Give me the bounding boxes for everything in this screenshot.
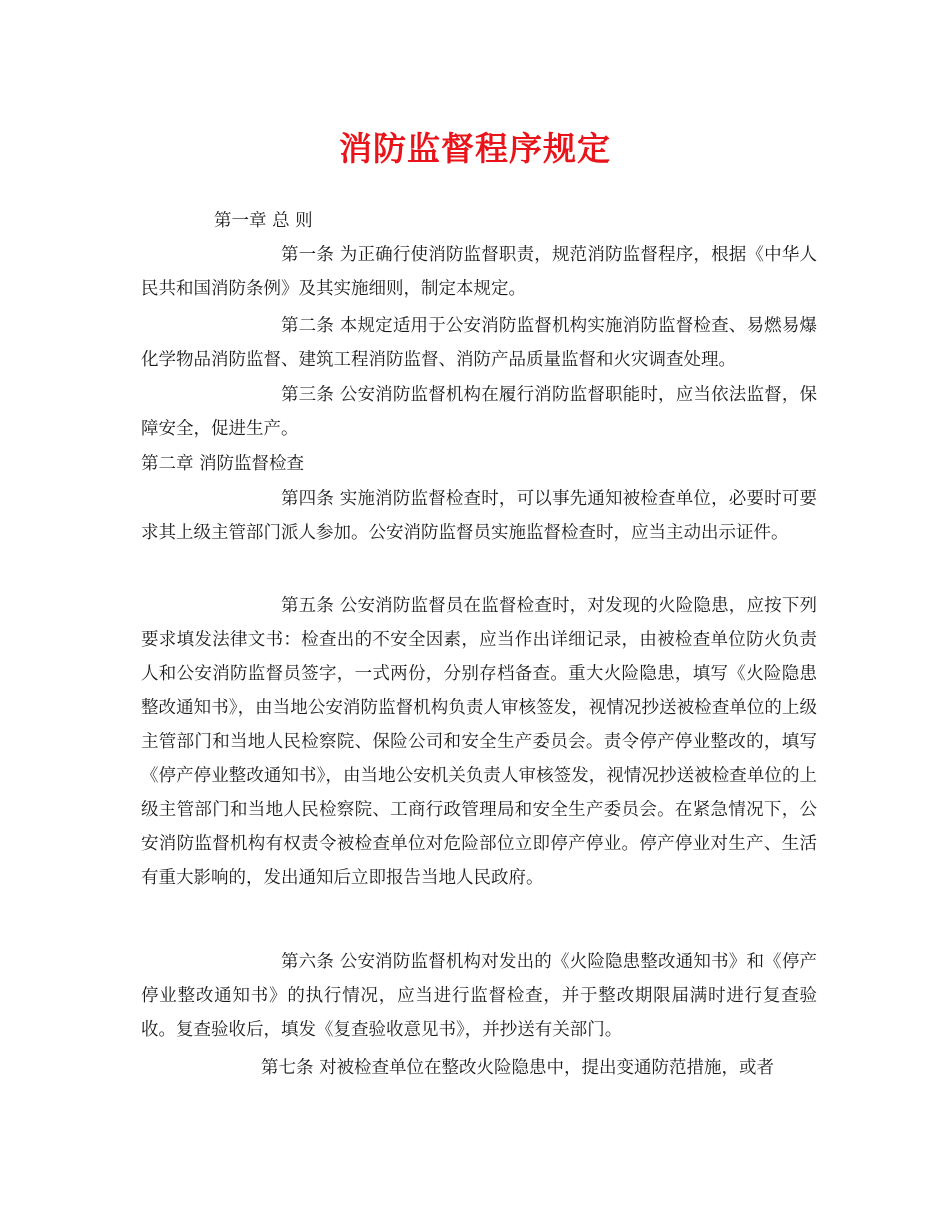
article-7: 第七条 对被检查单位在整改火险隐患中，提出变通防范措施，或者 [261, 1058, 775, 1078]
document-title: 消防监督程序规定 [339, 129, 611, 168]
article-5: 第五条 公安消防监督员在监督检查时，对发现的火险隐患，应按下列要求填发法律文书：检查出的不安全因素，应当作出详细记录，由被检查单位防火负责人和公安消防监督员签字，一式两份，分别存档备查。重大火险隐患，填写《火险隐患整改通知书》，由当地公安消防监督机构负责人审核签发，视情况抄送被检查单位的上级主管部门和当地人民检察院、保险公司和安全生产委员会。责令停产停业整改的，填写《停产停业整改通知书》，由当地公安机关负责人审核签发，视情况抄送被检查单位的上级主管部门和当地人民检察院、工商行政管理局和安全生产委员会。在紧急情况下，公安消防监督机构有权责令被检查单位对危险部位立即停产停业。停产停业对生产、生活有重大影响的，发出通知后立即报告当地人民政府。 [141, 596, 817, 888]
article-6: 第六条 公安消防监督机构对发出的《火险隐患整改通知书》和《停产停业整改通知书》的执行情况，应当进行监督检查，并于整改期限届满时进行复查验收。复查验收后，填发《复查验收意见书》，并抄送有关部门。 [141, 952, 817, 1040]
chapter-1-heading: 第一章 总 则 [214, 211, 313, 231]
chapter-2-heading: 第二章 消防监督检查 [141, 454, 305, 474]
article-3: 第三条 公安消防监督机构在履行消防监督职能时，应当依法监督，保障安全，促进生产。 [141, 385, 817, 439]
article-1: 第一条 为正确行使消防监督职责，规范消防监督程序，根据《中华人民共和国消防条例》及其实施细则，制定本规定。 [141, 245, 817, 299]
article-2: 第二条 本规定适用于公安消防监督机构实施消防监督检查、易燃易爆化学物品消防监督、建筑工程消防监督、消防产品质量监督和火灾调查处理。 [141, 316, 817, 370]
article-4: 第四条 实施消防监督检查时，可以事先通知被检查单位，必要时可要求其上级主管部门派人参加。公安消防监督员实施监督检查时，应当主动出示证件。 [141, 489, 817, 543]
